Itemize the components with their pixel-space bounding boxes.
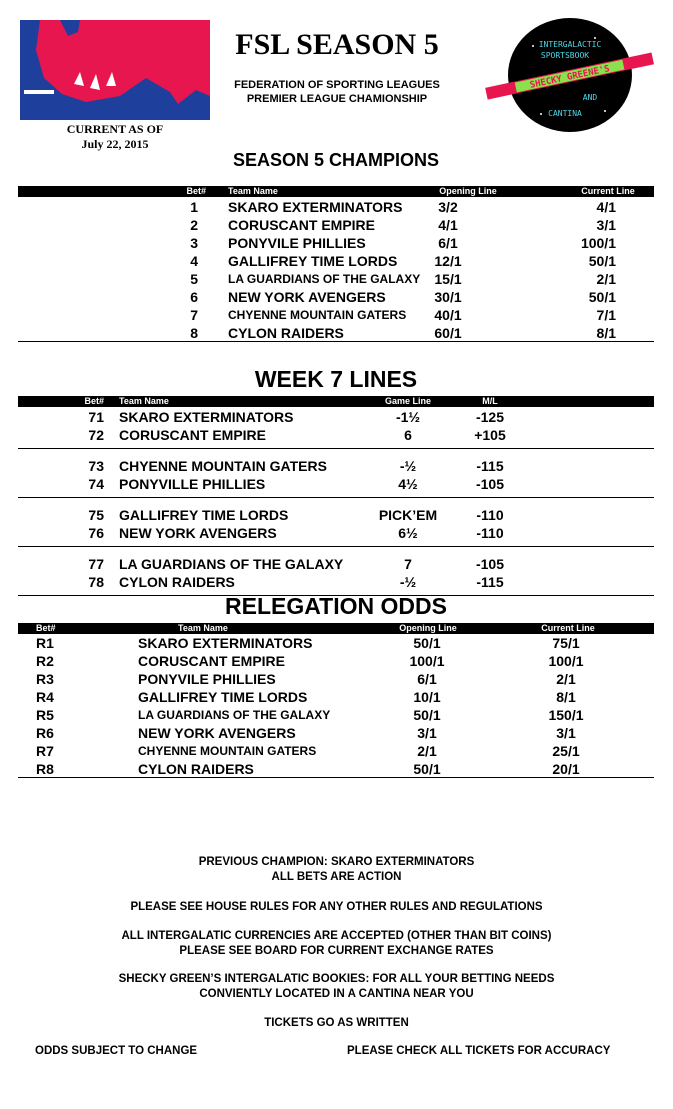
table-row [18, 457, 654, 475]
current-line: 2/1 [596, 271, 616, 287]
current-line: 8/1 [556, 689, 576, 705]
money-line: -105 [475, 476, 505, 492]
money-line: -110 [476, 507, 504, 523]
table-row [18, 524, 654, 542]
team-name: CHYENNE MOUNTAIN GATERS [228, 308, 407, 322]
current-line: 2/1 [556, 671, 576, 687]
relegation-header [18, 623, 654, 634]
col-current: Current Line [581, 186, 635, 196]
currencies-note [0, 929, 673, 959]
col-opening: Opening Line [439, 186, 497, 196]
bet-number: 1 [190, 199, 198, 215]
team-name: GALLIFREY TIME LORDS [119, 507, 289, 523]
opening-line: 40/1 [434, 307, 462, 323]
table-row [18, 760, 654, 778]
bet-number: R1 [36, 635, 54, 651]
bet-number: 5 [190, 271, 198, 287]
dragon-logo-icon [20, 20, 210, 120]
opening-line: 4/1 [438, 217, 458, 233]
team-name: PONYVILLE PHILLIES [119, 476, 266, 492]
col-game-line: Game Line [384, 396, 431, 406]
prev-champion-text: PREVIOUS CHAMPION: SKARO EXTERMINATORS [198, 856, 475, 868]
team-name: PONYVILE PHILLIES [138, 671, 276, 687]
table-row [18, 408, 654, 426]
table-row [18, 742, 654, 760]
team-name: CORUSCANT EMPIRE [228, 217, 376, 233]
team-name: CYLON RAIDERS [228, 325, 344, 341]
game-line: -½ [399, 458, 417, 474]
game-line: -½ [399, 574, 417, 590]
bet-number: R4 [36, 689, 54, 705]
prev-champion [0, 855, 673, 885]
col-team: Team Name [178, 623, 228, 633]
table-row [18, 234, 654, 252]
bet-number: R2 [36, 653, 54, 669]
bet-number: R3 [36, 671, 54, 687]
champions-rows [18, 198, 654, 342]
champions-header [18, 186, 654, 197]
current-line: 4/1 [596, 199, 616, 215]
table-row [18, 324, 654, 342]
money-line: -125 [475, 409, 505, 425]
col-ml: M/L [482, 396, 498, 406]
bookies-note [0, 972, 673, 1002]
badge-text-2: SPORTSBOOK [540, 51, 590, 60]
week7-header [18, 396, 654, 407]
game-divider [18, 546, 654, 555]
opening-line: 3/2 [438, 199, 458, 215]
table-row [18, 426, 654, 444]
current-line: 3/1 [556, 725, 576, 741]
current-line: 50/1 [588, 289, 616, 305]
money-line: -115 [476, 458, 504, 474]
as-of-block [20, 122, 210, 152]
sportsbook-badge [485, 16, 655, 134]
col-current: Current Line [541, 623, 595, 633]
week7-rows [18, 408, 654, 596]
as-of-label: CURRENT AS OF [66, 122, 164, 136]
badge-text-1: INTERGALACTIC [538, 40, 602, 49]
table-row [18, 216, 654, 234]
team-name: LA GUARDIANS OF THE GALAXY [228, 272, 421, 286]
col-bet: Bet# [84, 396, 104, 406]
money-line: +105 [474, 427, 506, 443]
relegation-rows [18, 634, 654, 778]
table-row [18, 573, 654, 591]
game-line: -1½ [395, 409, 421, 425]
game-divider [18, 497, 654, 506]
bet-number: 78 [88, 574, 104, 590]
col-bet: Bet# [36, 623, 56, 633]
league-logo [20, 20, 210, 120]
bet-number: 73 [88, 458, 104, 474]
bet-number: R5 [36, 707, 54, 723]
current-line: 150/1 [548, 707, 584, 723]
table-row [18, 306, 654, 324]
opening-line: 3/1 [417, 725, 437, 741]
tickets-written: TICKETS GO AS WRITTEN [264, 1017, 409, 1029]
bet-number: 2 [190, 217, 198, 233]
sportsbook-badge-icon [485, 16, 655, 134]
bet-number: 6 [190, 289, 198, 305]
team-name: NEW YORK AVENGERS [228, 289, 386, 305]
current-line: 75/1 [552, 635, 580, 651]
opening-line: 2/1 [417, 743, 437, 759]
opening-line: 100/1 [409, 653, 445, 669]
bet-number: R6 [36, 725, 54, 741]
subtitle-line-2: PREMIER LEAGUE CHAMIONSHIP [246, 93, 428, 105]
current-line: 20/1 [552, 761, 580, 777]
team-name: CHYENNE MOUNTAIN GATERS [138, 744, 317, 758]
opening-line: 30/1 [434, 289, 462, 305]
bet-number: 76 [88, 525, 104, 541]
table-row [18, 652, 654, 670]
col-team: Team Name [119, 396, 169, 406]
page-subtitle [212, 78, 462, 106]
opening-line: 50/1 [413, 707, 441, 723]
table-row [18, 270, 654, 288]
table-row [18, 670, 654, 688]
table-row [18, 475, 654, 493]
table-row [18, 634, 654, 652]
game-divider [18, 448, 654, 457]
game-line: 7 [404, 556, 412, 572]
money-line: -115 [476, 574, 504, 590]
team-name: PONYVILE PHILLIES [228, 235, 366, 251]
bet-number: 4 [190, 253, 198, 269]
bookies-text: SHECKY GREEN’S INTERGALATIC BOOKIES: FOR ALL YOUR BETTING NEEDS [118, 973, 555, 985]
page-title: FSL SEASON 5 [235, 28, 439, 61]
money-line: -110 [476, 525, 504, 541]
opening-line: 15/1 [434, 271, 462, 287]
odds-subject-to-change: ODDS SUBJECT TO CHANGE [35, 1045, 198, 1057]
house-rules: PLEASE SEE HOUSE RULES FOR ANY OTHER RULES AND REGULATIONS [130, 901, 543, 913]
team-name: GALLIFREY TIME LORDS [228, 253, 398, 269]
exchange-text: PLEASE SEE BOARD FOR CURRENT EXCHANGE RATES [179, 945, 494, 957]
current-line: 100/1 [580, 235, 616, 251]
team-name: GALLIFREY TIME LORDS [138, 689, 308, 705]
team-name: CORUSCANT EMPIRE [119, 427, 267, 443]
all-bets-action: ALL BETS ARE ACTION [271, 871, 402, 883]
team-name: CYLON RAIDERS [119, 574, 235, 590]
team-name: CORUSCANT EMPIRE [138, 653, 286, 669]
col-bet: Bet# [186, 186, 206, 196]
bet-number: R7 [36, 743, 54, 759]
team-name: CHYENNE MOUNTAIN GATERS [119, 458, 327, 474]
check-tickets: PLEASE CHECK ALL TICKETS FOR ACCURACY [347, 1045, 611, 1057]
current-line: 100/1 [548, 653, 584, 669]
bet-number: 77 [88, 556, 104, 572]
team-name: NEW YORK AVENGERS [138, 725, 296, 741]
relegation-bottom-rule [18, 777, 654, 778]
as-of-date: July 22, 2015 [81, 137, 149, 151]
bet-number: 75 [88, 507, 104, 523]
team-name: LA GUARDIANS OF THE GALAXY [138, 708, 331, 722]
current-line: 25/1 [552, 743, 580, 759]
table-row [18, 288, 654, 306]
current-line: 50/1 [588, 253, 616, 269]
opening-line: 6/1 [417, 671, 437, 687]
team-name: SKARO EXTERMINATORS [138, 635, 313, 651]
opening-line: 60/1 [434, 325, 462, 341]
bet-number: 71 [88, 409, 104, 425]
bet-number: 7 [190, 307, 198, 323]
bet-number: 72 [88, 427, 104, 443]
currencies-text: ALL INTERGALATIC CURRENCIES ARE ACCEPTED (OTHER THAN BIT COINS) [121, 930, 552, 942]
col-team: Team Name [228, 186, 278, 196]
champions-title: SEASON 5 CHAMPIONS [232, 150, 440, 170]
table-row [18, 706, 654, 724]
team-name: SKARO EXTERMINATORS [228, 199, 403, 215]
team-name: SKARO EXTERMINATORS [119, 409, 294, 425]
game-line: PICK’EM [378, 507, 438, 523]
relegation-title: RELEGATION ODDS [225, 593, 447, 619]
badge-text-3: SHECKY GREENE'S [529, 64, 611, 91]
bet-number: R8 [36, 761, 54, 777]
table-row [18, 555, 654, 573]
badge-text-5: CANTINA [548, 109, 582, 118]
week7-title: WEEK 7 LINES [254, 366, 418, 392]
bet-number: 74 [88, 476, 104, 492]
opening-line: 10/1 [413, 689, 441, 705]
team-name: CYLON RAIDERS [138, 761, 254, 777]
current-line: 3/1 [596, 217, 616, 233]
col-opening: Opening Line [399, 623, 457, 633]
bet-number: 8 [190, 325, 198, 341]
badge-text-4: AND [582, 93, 598, 102]
table-row [18, 724, 654, 742]
current-line: 7/1 [596, 307, 616, 323]
subtitle-line-1: FEDERATION OF SPORTING LEAGUES [234, 79, 440, 91]
table-row [18, 506, 654, 524]
opening-line: 6/1 [438, 235, 458, 251]
opening-line: 50/1 [413, 761, 441, 777]
current-line: 8/1 [596, 325, 616, 341]
game-line: 6½ [398, 525, 418, 541]
opening-line: 12/1 [434, 253, 462, 269]
opening-line: 50/1 [413, 635, 441, 651]
bet-number: 3 [190, 235, 198, 251]
location-text: CONVIENTLY LOCATED IN A CANTINA NEAR YOU [199, 988, 474, 1000]
game-line: 4½ [398, 476, 418, 492]
game-line: 6 [404, 427, 412, 443]
champions-bottom-rule [18, 341, 654, 342]
team-name: LA GUARDIANS OF THE GALAXY [119, 556, 344, 572]
table-row [18, 252, 654, 270]
money-line: -105 [475, 556, 505, 572]
table-row [18, 688, 654, 706]
team-name: NEW YORK AVENGERS [119, 525, 277, 541]
table-row [18, 198, 654, 216]
